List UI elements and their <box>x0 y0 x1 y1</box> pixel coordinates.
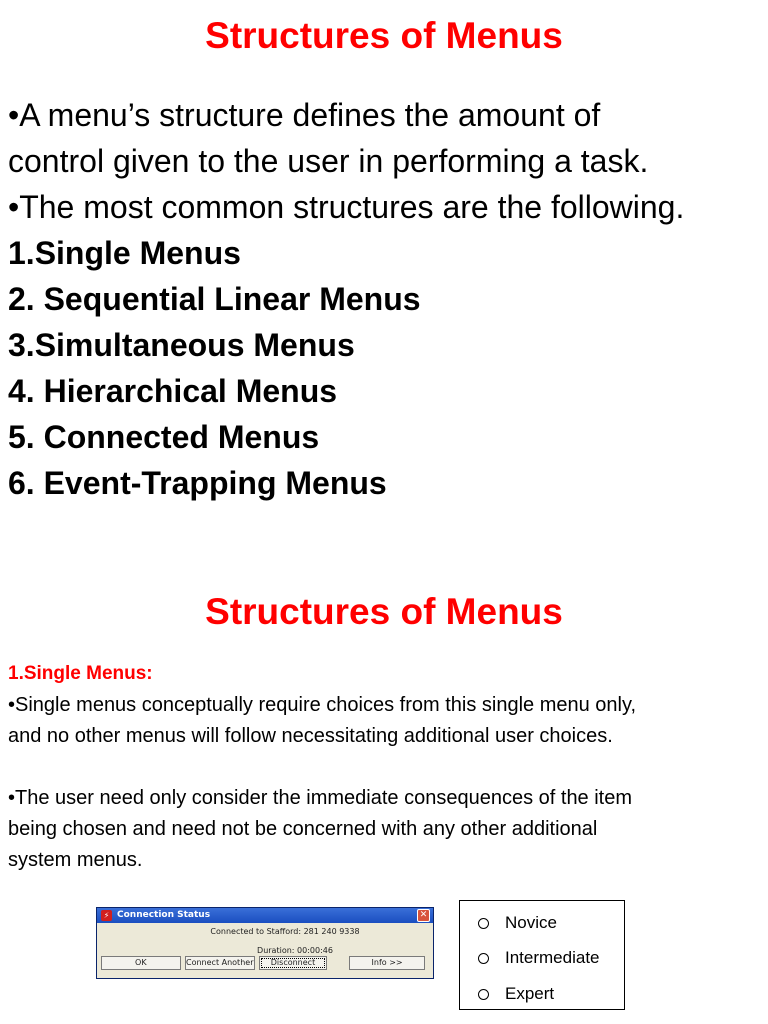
radio-button-icon[interactable] <box>478 989 489 1000</box>
slide-1-body <box>8 92 768 506</box>
slide-2-title: Structures of Menus <box>205 591 563 632</box>
close-icon[interactable]: ✕ <box>417 909 430 922</box>
bullet-1-line-1: •A menu’s structure defines the amount of <box>8 97 601 133</box>
para-1-line-2: and no other menus will follow necessitating additional user choices. <box>8 725 613 747</box>
single-menus-heading: 1.Single Menus: <box>8 663 153 684</box>
para-2-line-1: •The user need only consider the immediate consequences of the item <box>8 787 633 809</box>
radio-label: Expert <box>505 984 555 1003</box>
radio-option-expert[interactable] <box>478 984 554 1004</box>
slide-2-body <box>8 690 760 876</box>
radio-label: Novice <box>505 913 557 932</box>
structure-item: 2. Sequential Linear Menus <box>8 281 421 317</box>
connected-status-text: Connected to Stafford: 281 240 9338 <box>210 927 360 936</box>
connection-status-dialog <box>96 907 434 979</box>
connection-app-icon: ⚡ <box>101 910 112 921</box>
para-1-line-1: •Single menus conceptually require choices from this single menu only, <box>8 694 637 716</box>
disconnect-button[interactable]: Disconnect <box>259 956 327 970</box>
slide-1-title: Structures of Menus <box>205 15 563 56</box>
dialog-title: Connection Status <box>117 910 211 920</box>
para-2-line-3: system menus. <box>8 849 143 871</box>
radio-label: Intermediate <box>505 948 600 967</box>
structure-item: 1.Single Menus <box>8 235 241 271</box>
radio-button-icon[interactable] <box>478 918 489 929</box>
radio-option-novice[interactable] <box>478 913 557 933</box>
structure-item: 4. Hierarchical Menus <box>8 373 338 409</box>
slide-2 <box>0 580 768 1024</box>
radio-button-icon[interactable] <box>478 953 489 964</box>
duration-text: Duration: 00:00:46 <box>257 946 333 955</box>
structure-item: 3.Simultaneous Menus <box>8 327 355 363</box>
dialog-button-row <box>101 956 429 970</box>
radio-option-intermediate[interactable] <box>478 948 600 968</box>
experience-level-radio-group <box>459 900 625 1010</box>
ok-button[interactable]: OK <box>101 956 181 970</box>
bullet-1-line-2: control given to the user in performing a task. <box>8 143 649 179</box>
info-button[interactable]: Info >> <box>349 956 425 970</box>
dialog-titlebar <box>97 908 433 923</box>
structure-item: 6. Event-Trapping Menus <box>8 465 387 501</box>
para-2-line-2: being chosen and need not be concerned with any other additional <box>8 818 598 840</box>
bullet-2: •The most common structures are the following. <box>8 189 685 225</box>
connect-another-button[interactable]: Connect Another <box>185 956 255 970</box>
paragraph-gap <box>8 752 760 783</box>
structure-item: 5. Connected Menus <box>8 419 320 455</box>
